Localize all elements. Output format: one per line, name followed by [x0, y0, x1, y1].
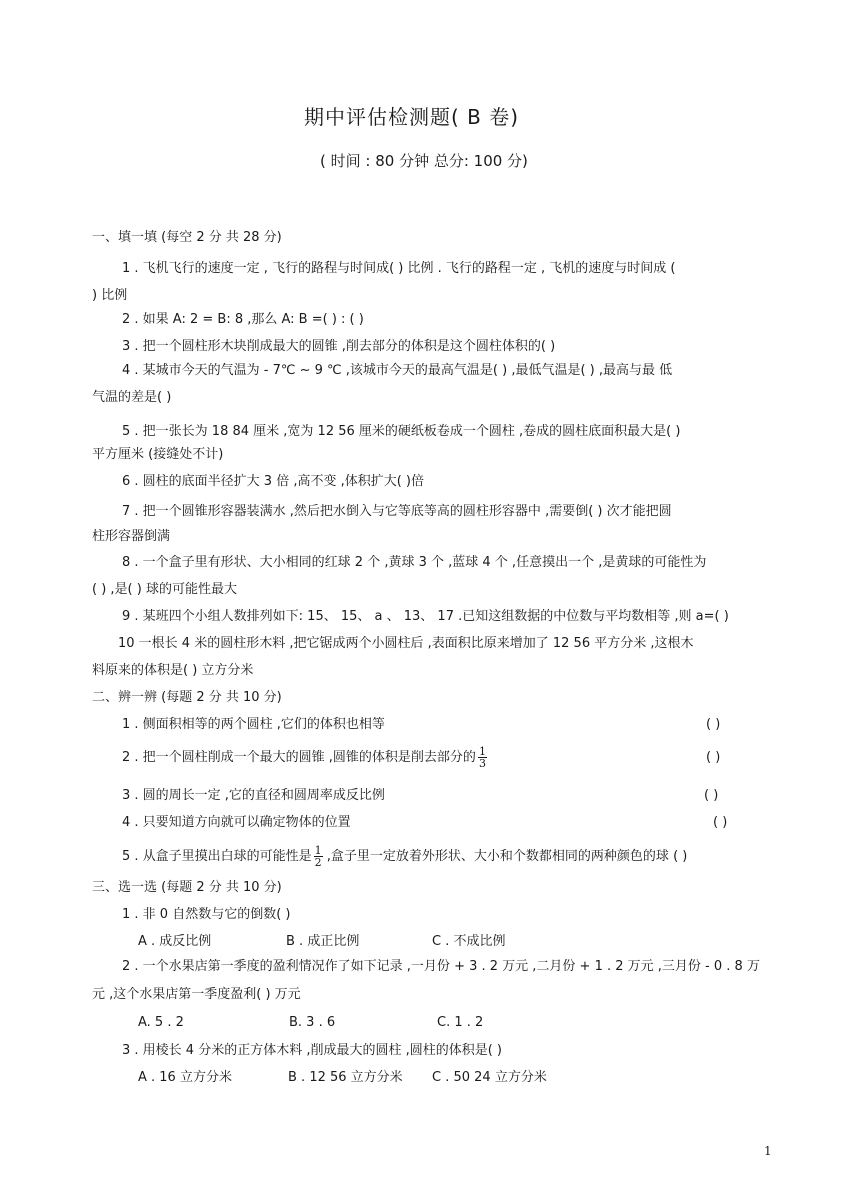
fill-question-5: 5 . 把一张长为 18 84 厘米 ,宽为 12 56 厘米的硬纸板卷成一个圆柱 ,卷成的圆柱底面积最大是( ): [122, 424, 681, 439]
judge-question-3: 3 . 圆的周长一定 ,它的直径和圆周率成反比例: [122, 788, 385, 803]
judge-question-5-text-cont: ,盒子里一定放着外形状、大小和个数都相同的两种颜色的球 ( ): [322, 849, 688, 864]
choose-q2-option-c: C. 1 . 2: [437, 1015, 484, 1030]
judge-answer-paren-1: ( ): [706, 717, 721, 732]
judge-question-2-text: 2 . 把一个圆柱削成一个最大的圆锥 ,圆锥的体积是削去部分的: [122, 750, 476, 765]
fraction-numerator: 1: [314, 844, 322, 857]
fraction-denominator: 2: [314, 856, 322, 869]
page-subtitle: ( 时间 : 80 分钟 总分: 100 分): [320, 152, 528, 170]
fill-question-1-cont: ) 比例: [92, 288, 128, 303]
fill-question-10: 10 一根长 4 米的圆柱形木料 ,把它锯成两个小圆柱后 ,表面积比原来增加了 12 56 平方分米 ,这根木: [118, 636, 694, 651]
fraction-numerator: 1: [478, 745, 486, 758]
choose-q3-option-b: B . 12 56 立方分米: [288, 1070, 403, 1085]
choose-question-2: 2 . 一个水果店第一季度的盈利情况作了如下记录 ,一月份 + 3 . 2 万元 ,二月份 + 1 . 2 万元 ,三月份 - 0 . 8 万: [122, 959, 760, 974]
choose-q1-option-a: A . 成反比例: [138, 934, 212, 949]
fill-question-5-cont: 平方厘米 (接缝处不计): [92, 447, 224, 462]
choose-q1-option-c: C . 不成比例: [432, 934, 506, 949]
fill-question-2: 2 . 如果 A: 2 = B: 8 ,那么 A: B =( ) : ( ): [122, 312, 364, 327]
judge-answer-paren-2: ( ): [706, 750, 721, 765]
choose-q2-option-a: A. 5 . 2: [138, 1015, 184, 1030]
fill-question-3: 3 . 把一个圆柱形木块削成最大的圆锥 ,削去部分的体积是这个圆柱体积的( ): [122, 339, 556, 354]
choose-q3-option-c: C . 50 24 立方分米: [432, 1070, 547, 1085]
choose-question-2-cont: 元 ,这个水果店第一季度盈利( ) 万元: [92, 987, 301, 1002]
fill-question-10-cont: 料原来的体积是( ) 立方分米: [92, 663, 254, 678]
page-number: 1: [764, 1144, 772, 1158]
fill-question-4-cont: 气温的差是( ): [92, 390, 172, 405]
fill-question-4: 4 . 某城市今天的气温为 - 7℃ ~ 9 ℃ ,该城市今天的最高气温是( ) ,最低气温是( ) ,最高与最 低: [122, 363, 673, 378]
section-heading-judge: 二、辨一辨 (每题 2 分 共 10 分): [92, 690, 282, 705]
page-title: 期中评估检测题( B 卷): [304, 105, 520, 129]
judge-question-1: 1 . 侧面积相等的两个圆柱 ,它们的体积也相等: [122, 717, 385, 732]
fill-question-7-cont: 柱形容器倒满: [92, 529, 171, 544]
fraction-one-half: [314, 845, 323, 868]
judge-question-5: [122, 842, 687, 872]
choose-q1-option-b: B . 成正比例: [286, 934, 360, 949]
fill-question-8: 8 . 一个盒子里有形状、大小相同的红球 2 个 ,黄球 3 个 ,蓝球 4 个 ,任意摸出一个 ,是黄球的可能性为: [122, 555, 707, 570]
choose-q2-option-b: B. 3 . 6: [289, 1015, 336, 1030]
fill-question-6: 6 . 圆柱的底面半径扩大 3 倍 ,高不变 ,体积扩大( )倍: [122, 474, 425, 489]
choose-question-1: 1 . 非 0 自然数与它的倒数( ): [122, 907, 291, 922]
judge-question-4: 4 . 只要知道方向就可以确定物体的位置: [122, 815, 351, 830]
fill-question-9: 9 . 某班四个小组人数排列如下: 15、 15、 a 、 13、 17 .已知这组数据的中位数与平均数相等 ,则 a=( ): [122, 609, 729, 624]
judge-answer-paren-3: ( ): [704, 788, 719, 803]
judge-answer-paren-4: ( ): [713, 815, 728, 830]
fill-question-1: 1 . 飞机飞行的速度一定 , 飞行的路程与时间成( ) 比例 . 飞行的路程一定 , 飞机的速度与时间成 (: [122, 261, 676, 276]
judge-question-5-text: 5 . 从盒子里摸出白球的可能性是: [122, 849, 312, 864]
fraction-one-third: [478, 746, 487, 769]
fill-question-8-cont: ( ) ,是( ) 球的可能性最大: [92, 582, 237, 597]
choose-q3-option-a: A . 16 立方分米: [138, 1070, 232, 1085]
fill-question-7: 7 . 把一个圆锥形容器装满水 ,然后把水倒入与它等底等高的圆柱形容器中 ,需要倒( ) 次才能把圆: [122, 504, 672, 519]
section-heading-choose: 三、选一选 (每题 2 分 共 10 分): [92, 880, 282, 895]
choose-question-3: 3 . 用棱长 4 分米的正方体木料 ,削成最大的圆柱 ,圆柱的体积是( ): [122, 1043, 503, 1058]
judge-question-2: [122, 743, 487, 773]
fraction-denominator: 3: [478, 757, 486, 770]
section-heading-fill: 一、填一填 (每空 2 分 共 28 分): [92, 230, 282, 245]
